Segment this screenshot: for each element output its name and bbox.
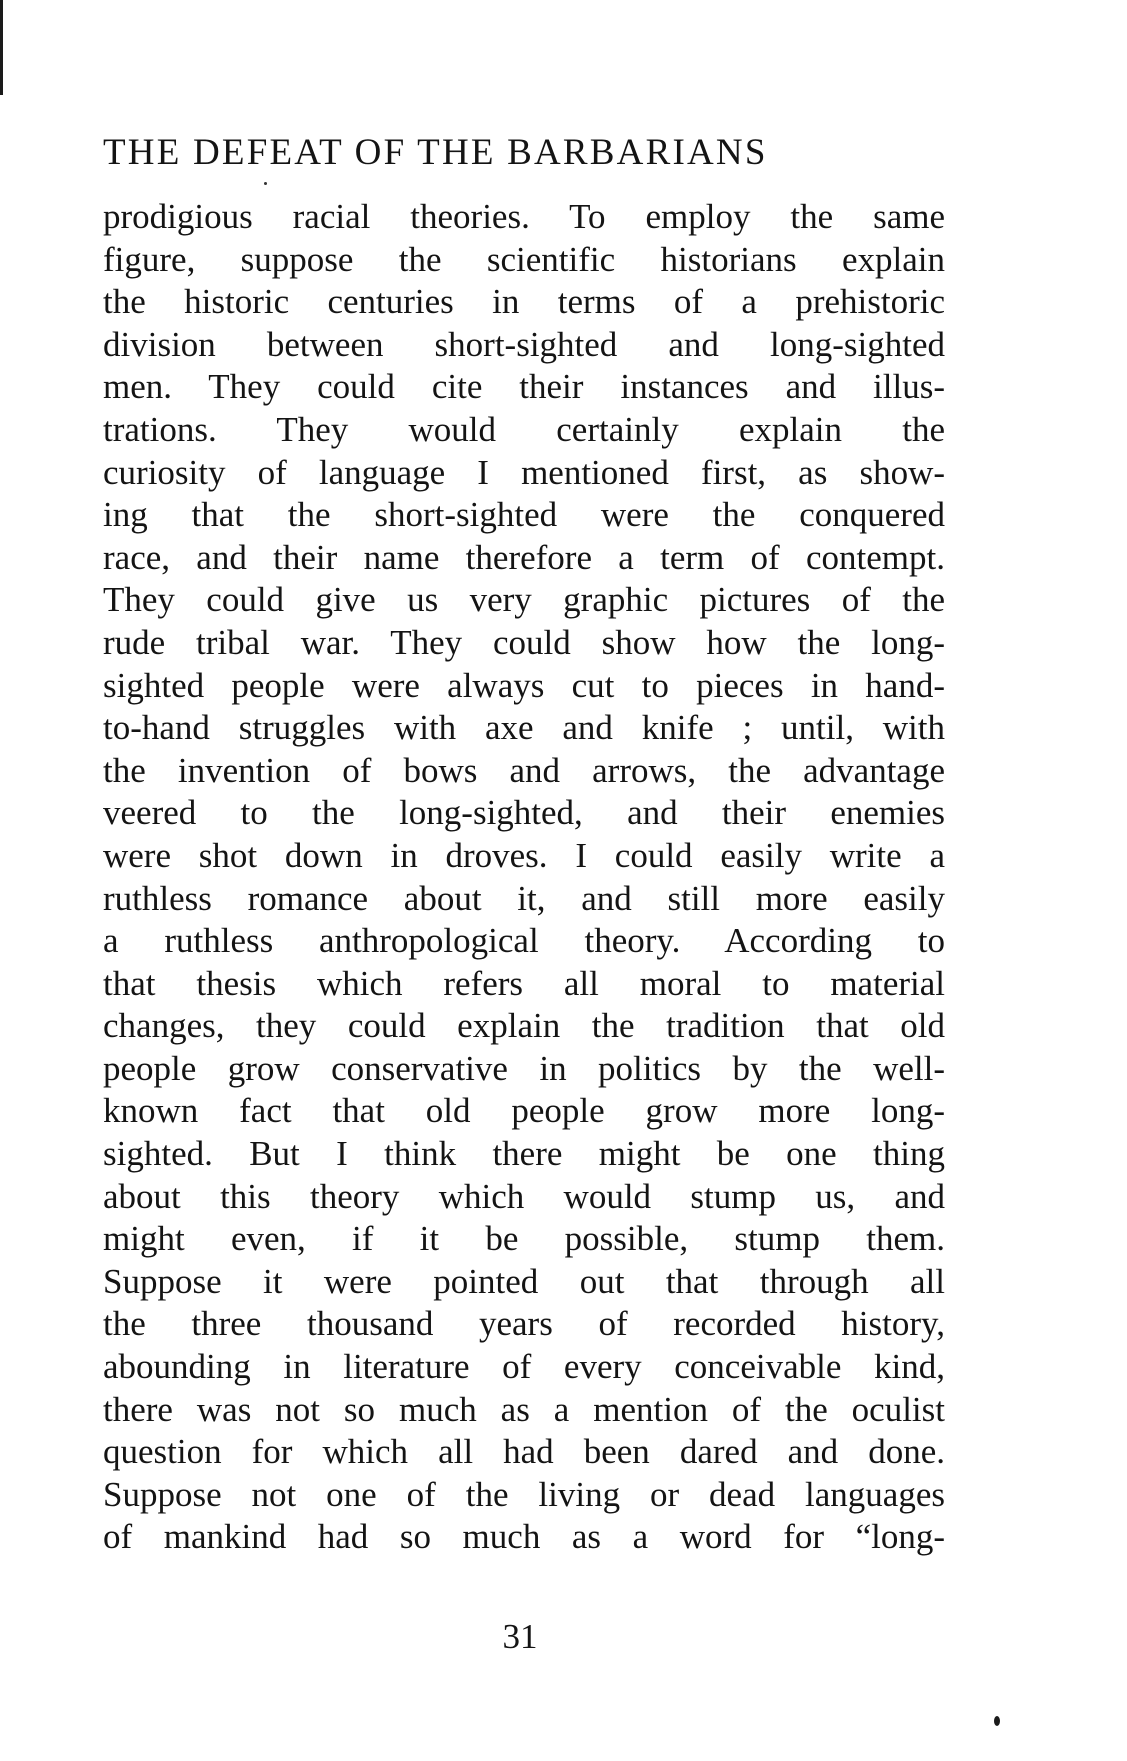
page-number: 31 [502,1617,538,1656]
text-line: known fact that old people grow more long- [103,1091,945,1131]
scan-edge-mark [0,0,3,95]
text-line: question for which all had been dared and done. [103,1432,945,1472]
text-line: They could give us very graphic pictures of the [103,580,945,620]
text-line: sighted people were always cut to pieces in hand- [103,665,945,705]
text-line: the historic centuries in terms of a prehistoric [103,282,945,322]
text-line: about this theory which would stump us, and [103,1176,945,1216]
text-line: Suppose it were pointed out that through all [103,1261,945,1301]
text-line: Suppose not one of the living or dead languages [103,1474,945,1514]
text-line: prodigious racial theories. To employ the same [103,197,945,236]
text-line: figure, suppose the scientific historians explain [103,239,945,279]
text-line: changes, they could explain the tradition that old [103,1006,945,1046]
print-speck [264,182,267,185]
text-line: of mankind had so much as a word for “long- [103,1517,945,1557]
text-line: to-hand struggles with axe and knife ; until, with [103,708,945,748]
text-line: race, and their name therefore a term of contempt. [103,537,945,577]
text-line: trations. They would certainly explain the [103,409,945,449]
text-line: abounding in literature of every conceivable kind, [103,1347,945,1387]
text-line: a ruthless anthropological theory. According to [103,921,945,961]
running-head: THE DEFEAT OF THE BARBARIANS [103,132,768,173]
text-line: the three thousand years of recorded history, [103,1304,945,1344]
text-line: there was not so much as a mention of the oculist [103,1389,945,1429]
text-line: ruthless romance about it, and still more easily [103,878,945,918]
text-line: rude tribal war. They could show how the long- [103,622,945,662]
text-line: sighted. But I think there might be one thing [103,1134,945,1174]
text-line: veered to the long-sighted, and their enemies [103,793,945,833]
text-line: ing that the short-sighted were the conquered [103,495,945,535]
text-line: might even, if it be possible, stump them. [103,1219,945,1259]
text-line: curiosity of language I mentioned first, as show- [103,452,945,492]
text-line: the invention of bows and arrows, the advantage [103,750,945,790]
text-line: division between short-sighted and long-sighted [103,324,945,364]
text-line: were shot down in droves. I could easily write a [103,835,945,875]
print-speck [994,1716,1000,1726]
text-line: men. They could cite their instances and illus- [103,367,945,407]
text-line: people grow conservative in politics by the well- [103,1048,945,1088]
text-line: that thesis which refers all moral to material [103,963,945,1003]
body-text [103,196,945,1559]
